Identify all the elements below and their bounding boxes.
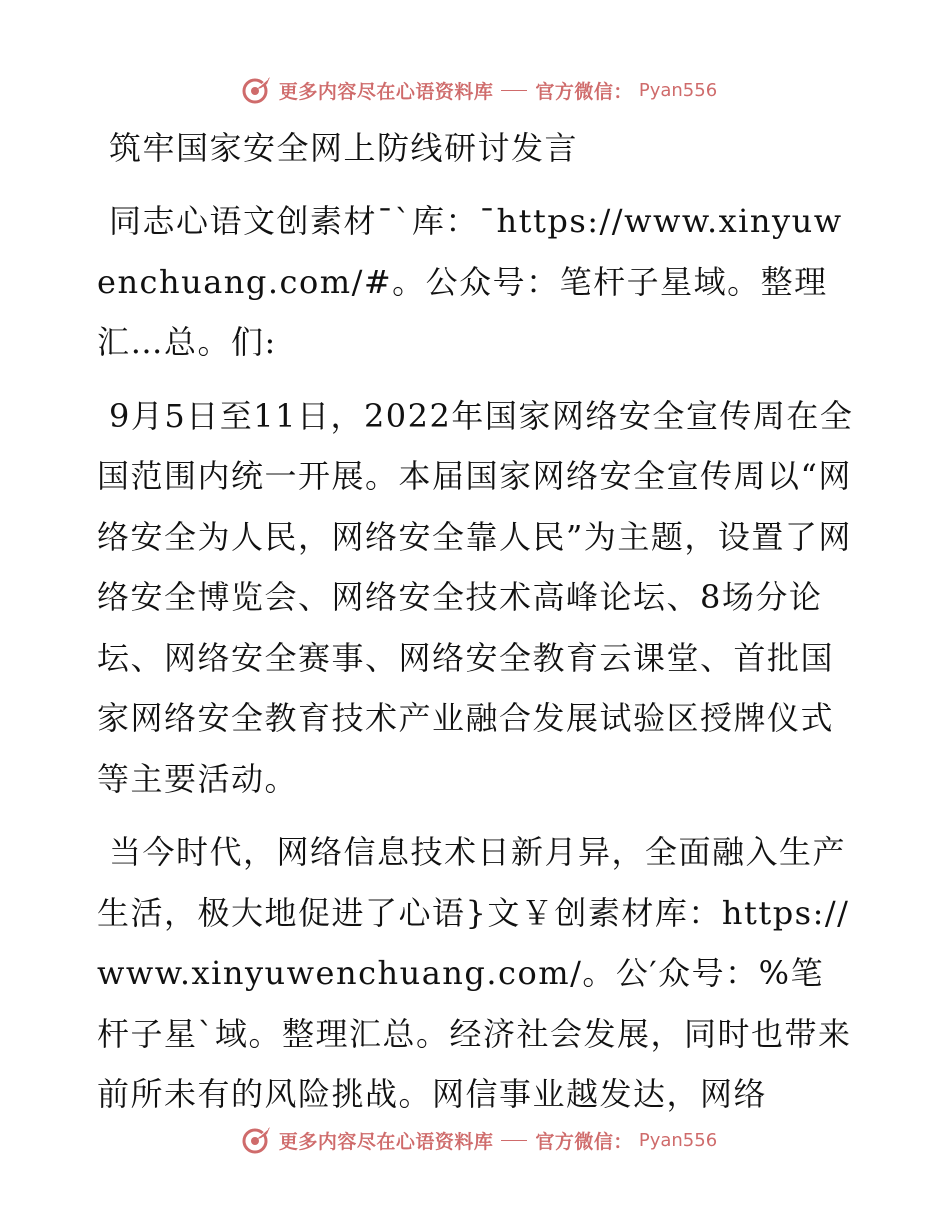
document-body — [97, 118, 857, 1125]
document-title: 筑牢国家安全网上防线研讨发言 — [109, 129, 579, 167]
banner-sub-label: 官方微信： — [535, 80, 633, 103]
banner-main-text: 更多内容尽在心语资料库 — [278, 80, 494, 103]
banner-main-text: 更多内容尽在心语资料库 — [278, 1130, 494, 1153]
quill-logo-icon — [241, 1124, 273, 1156]
footer-banner — [0, 1120, 950, 1160]
banner-sub-value: Pyan556 — [638, 79, 718, 101]
banner-content — [241, 1124, 717, 1156]
banner-content — [241, 74, 717, 106]
paragraph-2: 9月5日至11日，2022年国家网络安全宣传周在全国范围内统一开展。本届国家网络安全宣传周以“网络安全为人民，网络安全靠人民”为主题，设置了网络安全博览会、网络安全技术高峰论坛、8场分论坛、网络安全赛事、网络安全教育云课堂、首批国家网络安全教育技术产业融合发展试验区授牌仪式等主要活动。 — [97, 396, 854, 798]
paragraph-3: 当今时代，网络信息技术日新月异，全面融入生产生活，极大地促进了心语}文￥创素材库：https://www.xinyuwenchuang.com/。公′众号：%笔杆子星`域。整理汇总。经济社会发展，同时也带来前所未有的风险挑战。网信事业越发达，网络 — [97, 833, 852, 1113]
header-banner — [0, 70, 950, 110]
banner-dash — [501, 1140, 527, 1141]
banner-sub-value: Pyan556 — [638, 1129, 718, 1151]
banner-sub-label: 官方微信： — [535, 1130, 633, 1153]
paragraph-1: 同志心语文创素材¯`库：¯https://www.xinyuwenchuang.com/#。公众号：笔杆子星域。整理汇…总。们: — [97, 202, 843, 361]
quill-logo-icon — [241, 74, 273, 106]
banner-dash — [501, 90, 527, 91]
